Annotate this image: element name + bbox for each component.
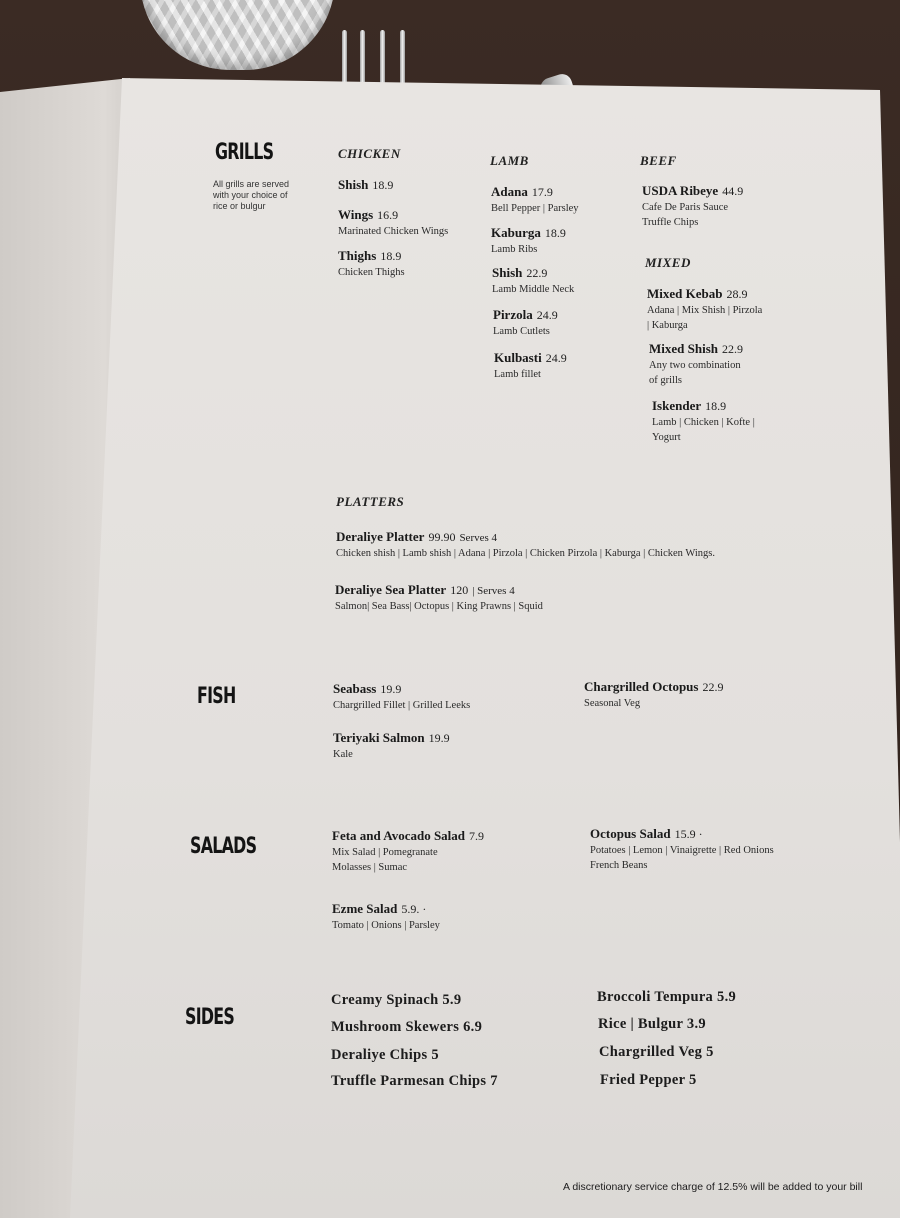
menu-item: Chargrilled Octopus 22.9 Seasonal Veg [584,679,724,709]
side-item: Truffle Parmesan Chips 7 [331,1073,498,1089]
category-mixed: MIXED [645,255,691,270]
menu-item: Kulbasti 24.9 Lamb fillet [494,350,567,380]
grills-note: All grills are served with your choice of rice or bulgur [213,179,290,211]
menu-item: Feta and Avocado Salad 7.9 Mix Salad | Pomegranate Molasses | Sumac [332,828,485,873]
menu-item: Teriyaki Salmon 19.9 Kale [333,730,450,760]
menu-item: Kaburga 18.9 Lamb Ribs [491,225,566,255]
menu-item: Ezme Salad 5.9. · Tomato | Onions | Parsley [332,901,440,931]
fork [338,30,410,90]
side-item: Chargrilled Veg 5 [599,1044,714,1060]
category-lamb: LAMB [490,153,529,168]
side-item: Rice | Bulgur 3.9 [598,1016,706,1032]
section-title-grills: GRILLS [215,140,274,165]
side-item: Broccoli Tempura 5.9 [597,989,737,1005]
section-title-salads: SALADS [190,834,257,859]
menu-item: Adana 17.9 Bell Pepper | Parsley [491,184,579,214]
section-title-fish: FISH [197,684,236,709]
side-item: Mushroom Skewers 6.9 [331,1019,483,1035]
category-beef: BEEF [640,153,677,168]
category-chicken: CHICKEN [338,146,401,161]
service-charge-note: A discretionary service charge of 12.5% will be added to your bill [563,1181,863,1193]
menu-item: Pirzola 24.9 Lamb Cutlets [493,307,558,337]
menu-item: Seabass 19.9 Chargrilled Fillet | Grilled Leeks [333,681,471,711]
menu-item: Thighs 18.9 Chicken Thighs [338,248,405,278]
category-platters: PLATTERS [336,494,405,509]
menu-item: Deraliye Platter 99.90 Serves 4 Chicken shish | Lamb shish | Adana | Pirzola | Chicken Pirzola | Kaburga | Chicken Wings. [336,529,715,559]
menu-item: Octopus Salad 15.9 · Potatoes | Lemon | Vinaigrette | Red Onions French Beans [590,826,774,871]
menu-item: Mixed Kebab 28.9 Adana | Mix Shish | Pirzola | Kaburga [647,286,763,331]
menu-item: Shish 22.9 Lamb Middle Neck [492,265,575,295]
menu-item: Shish 18.9 [338,177,394,192]
side-item: Creamy Spinach 5.9 [331,992,462,1008]
section-title-sides: SIDES [185,1005,235,1030]
menu-item: Deraliye Sea Platter 120 | Serves 4 Salmon| Sea Bass| Octopus | King Prawns | Squid [335,582,543,612]
side-item: Deraliye Chips 5 [331,1047,439,1063]
menu-item: USDA Ribeye 44.9 Cafe De Paris Sauce Truffle Chips [642,183,744,228]
side-item: Fried Pepper 5 [600,1072,697,1088]
menu-item: Wings 16.9 Marinated Chicken Wings [338,207,449,237]
menu-item: Iskender 18.9 Lamb | Chicken | Kofte | Yogurt [652,398,755,443]
menu-page [70,78,900,1218]
menu-item: Mixed Shish 22.9 Any two combination of grills [649,341,743,386]
